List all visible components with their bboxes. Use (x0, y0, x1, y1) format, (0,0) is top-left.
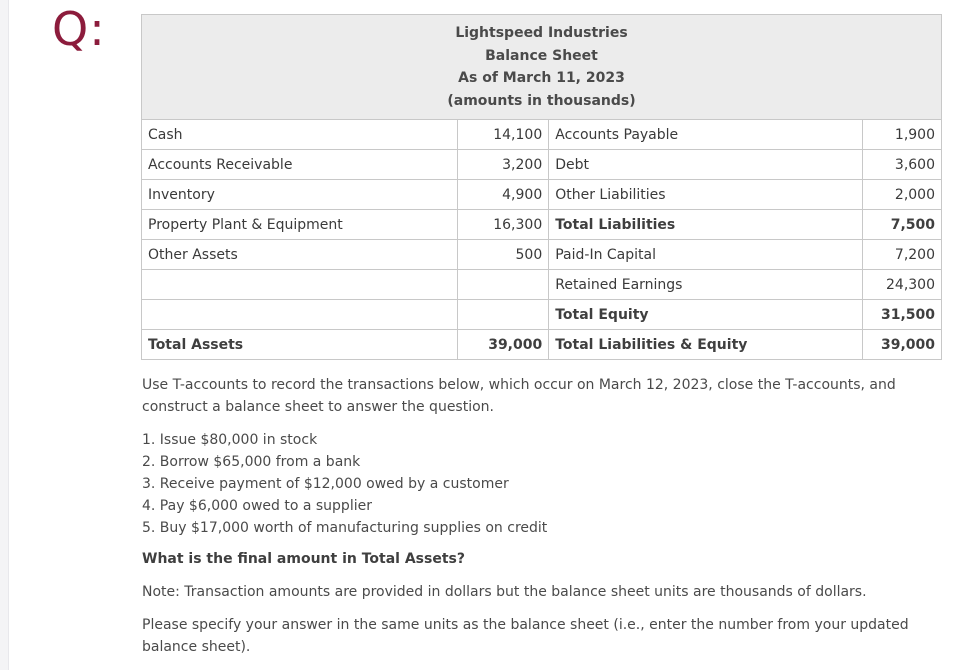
table-row (142, 300, 942, 330)
asset-value: 500 (458, 240, 549, 270)
total-assets-value: 39,000 (458, 330, 549, 360)
statement-date: As of March 11, 2023 (458, 70, 625, 86)
liability-value: 1,900 (863, 120, 942, 150)
table-row (142, 330, 942, 360)
asset-value: 3,200 (458, 150, 549, 180)
table-row (142, 150, 942, 180)
asset-value: 14,100 (458, 120, 549, 150)
liability-label: Debt (549, 150, 863, 180)
table-row (142, 240, 942, 270)
balance-sheet-header (142, 15, 942, 120)
asset-label: Other Assets (142, 240, 458, 270)
asset-value: 4,900 (458, 180, 549, 210)
transaction-item: 3. Receive payment of $12,000 owed by a customer (142, 476, 509, 492)
asset-value: 16,300 (458, 210, 549, 240)
asset-value (458, 270, 549, 300)
intro-paragraph: Use T-accounts to record the transactions below, which occur on March 12, 2023, close the T-accounts, and construct a balance sheet to answer the question. (142, 377, 896, 415)
asset-label: Inventory (142, 180, 458, 210)
total-liabilities-value: 7,500 (863, 210, 942, 240)
asset-value (458, 300, 549, 330)
total-liabilities-equity-value: 39,000 (863, 330, 942, 360)
total-equity-value: 31,500 (863, 300, 942, 330)
total-assets-label: Total Assets (142, 330, 458, 360)
liability-value: 3,600 (863, 150, 942, 180)
balance-sheet-header-row (142, 15, 942, 120)
liability-label: Retained Earnings (549, 270, 863, 300)
asset-label (142, 270, 458, 300)
transaction-list (142, 429, 912, 539)
left-border-strip (0, 0, 9, 670)
instructions-text: Please specify your answer in the same units as the balance sheet (i.e., enter the number from your updated balance sheet). (142, 617, 909, 655)
liability-value: 2,000 (863, 180, 942, 210)
question-body (142, 374, 912, 658)
company-name: Lightspeed Industries (455, 25, 628, 41)
total-liabilities-equity-label: Total Liabilities & Equity (549, 330, 863, 360)
liability-label: Accounts Payable (549, 120, 863, 150)
liability-label: Other Liabilities (549, 180, 863, 210)
table-row (142, 180, 942, 210)
liability-label: Paid-In Capital (549, 240, 863, 270)
table-row (142, 210, 942, 240)
table-row (142, 120, 942, 150)
transaction-item: 5. Buy $17,000 worth of manufacturing supplies on credit (142, 520, 548, 536)
note-text: Note: Transaction amounts are provided in dollars but the balance sheet units are thousands of dollars. (142, 584, 867, 600)
transaction-item: 2. Borrow $65,000 from a bank (142, 454, 361, 470)
asset-label: Accounts Receivable (142, 150, 458, 180)
statement-title: Balance Sheet (485, 47, 598, 64)
transaction-item: 4. Pay $6,000 owed to a supplier (142, 498, 372, 514)
total-liabilities-label: Total Liabilities (549, 210, 863, 240)
balance-sheet-table (141, 14, 942, 360)
asset-label: Property Plant & Equipment (142, 210, 458, 240)
total-equity-label: Total Equity (549, 300, 863, 330)
liability-value: 7,200 (863, 240, 942, 270)
question-marker: Q: (52, 2, 106, 56)
asset-label: Cash (142, 120, 458, 150)
question-text: What is the final amount in Total Assets? (142, 551, 465, 567)
transaction-item: 1. Issue $80,000 in stock (142, 432, 318, 448)
table-row (142, 270, 942, 300)
liability-value: 24,300 (863, 270, 942, 300)
statement-units: (amounts in thousands) (447, 92, 636, 109)
asset-label (142, 300, 458, 330)
